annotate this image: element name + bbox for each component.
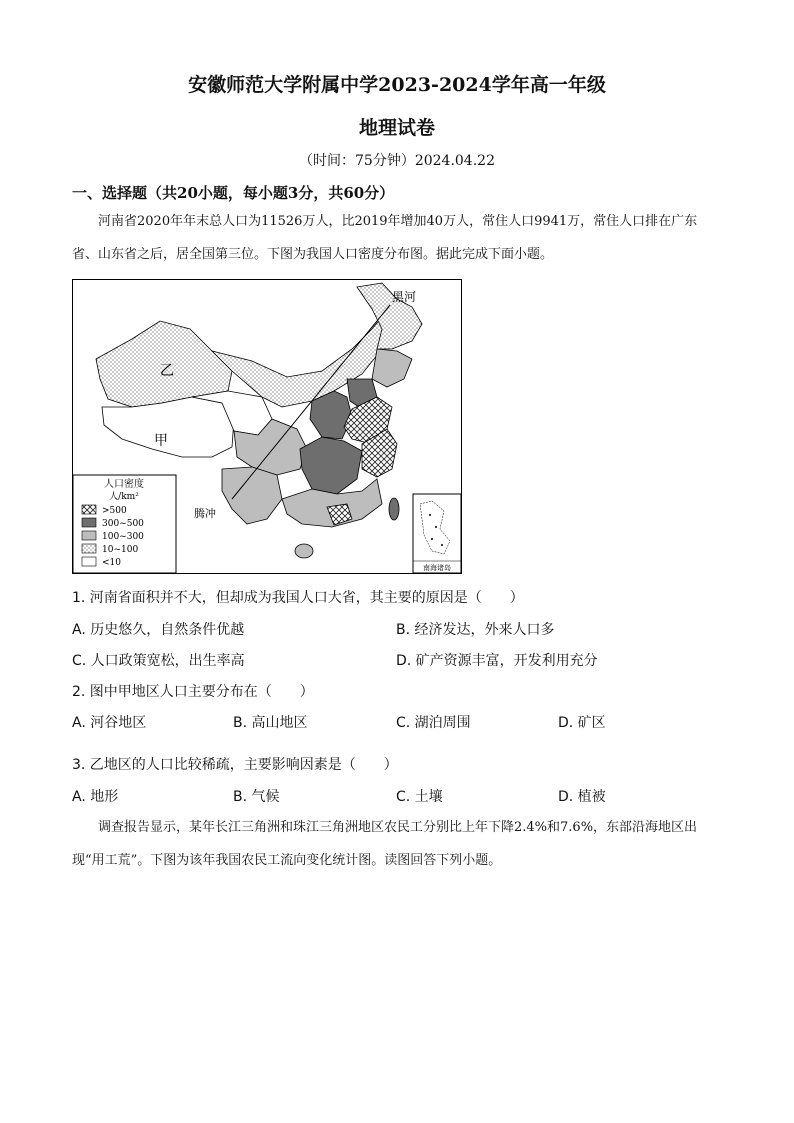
region-hainan bbox=[295, 544, 313, 558]
south-sea-inset bbox=[413, 494, 461, 573]
svg-text:人口密度: 人口密度 bbox=[104, 479, 144, 490]
label-yi: 乙 bbox=[160, 363, 174, 379]
svg-text:<10: <10 bbox=[102, 558, 121, 568]
svg-text:300~500: 300~500 bbox=[102, 519, 144, 529]
q1-option-b[interactable]: B. 经济发达，外来人口多 bbox=[396, 622, 555, 638]
label-tengchong: 腾冲 bbox=[194, 507, 216, 520]
q3-option-b[interactable]: B. 气候 bbox=[233, 789, 280, 805]
q1-option-c[interactable]: C. 人口政策宽松，出生率高 bbox=[72, 653, 245, 669]
passage-1: 河南省2020年年末总人口为11526万人，比2019年增加40万人，常住人口9941万，常住人口排在广东省、山东省之后，居全国第三位。下图为我国人口密度分布图。据此完成下面小题。 bbox=[72, 214, 698, 262]
q3-option-a[interactable]: A. 地形 bbox=[72, 789, 119, 805]
region-taiwan bbox=[389, 498, 399, 520]
svg-text:10~100: 10~100 bbox=[102, 545, 139, 555]
q2-option-a[interactable]: A. 河谷地区 bbox=[72, 715, 147, 731]
section-heading: 一、选择题（共20小题，每小题3分，共60分） bbox=[72, 184, 395, 202]
question-2-stem: 2. 图中甲地区人口主要分布在（ ） bbox=[72, 684, 314, 700]
q3-option-d[interactable]: D. 植被 bbox=[558, 789, 606, 805]
q3-option-c[interactable]: C. 土壤 bbox=[396, 789, 443, 805]
exam-title: 安徽师范大学附属中学2023-2024学年高一年级 bbox=[188, 74, 606, 96]
svg-text:>500: >500 bbox=[102, 506, 127, 516]
label-jia: 甲 bbox=[154, 433, 168, 449]
svg-text:100~300: 100~300 bbox=[102, 532, 144, 542]
question-1-stem: 1. 河南省面积并不大，但却成为我国人口大省，其主要的原因是（ ） bbox=[72, 590, 524, 606]
svg-text:南海诸岛: 南海诸岛 bbox=[423, 564, 451, 572]
map-legend bbox=[73, 475, 176, 573]
q1-option-d[interactable]: D. 矿产资源丰富，开发利用充分 bbox=[396, 653, 598, 669]
population-density-map bbox=[72, 279, 462, 574]
q2-option-b[interactable]: B. 高山地区 bbox=[233, 715, 308, 731]
q1-option-a[interactable]: A. 历史悠久，自然条件优越 bbox=[72, 622, 245, 638]
question-3-stem: 3. 乙地区的人口比较稀疏，主要影响因素是（ ） bbox=[72, 757, 398, 773]
passage-2: 调查报告显示，某年长江三角洲和珠江三角洲地区农民工分别比上年下降2.4%和7.6%，东部沿海地区出现“用工荒”。下图为该年我国农民工流向变化统计图。读图回答下列小题。 bbox=[72, 820, 698, 868]
svg-text:人/km²: 人/km² bbox=[109, 492, 139, 502]
subject-title: 地理试卷 bbox=[358, 117, 435, 139]
q2-option-d[interactable]: D. 矿区 bbox=[558, 715, 606, 731]
label-heihe: 黑河 bbox=[392, 290, 417, 304]
time-info: （时间：75分钟）2024.04.22 bbox=[299, 153, 495, 169]
q2-option-c[interactable]: C. 湖泊周围 bbox=[396, 715, 471, 731]
